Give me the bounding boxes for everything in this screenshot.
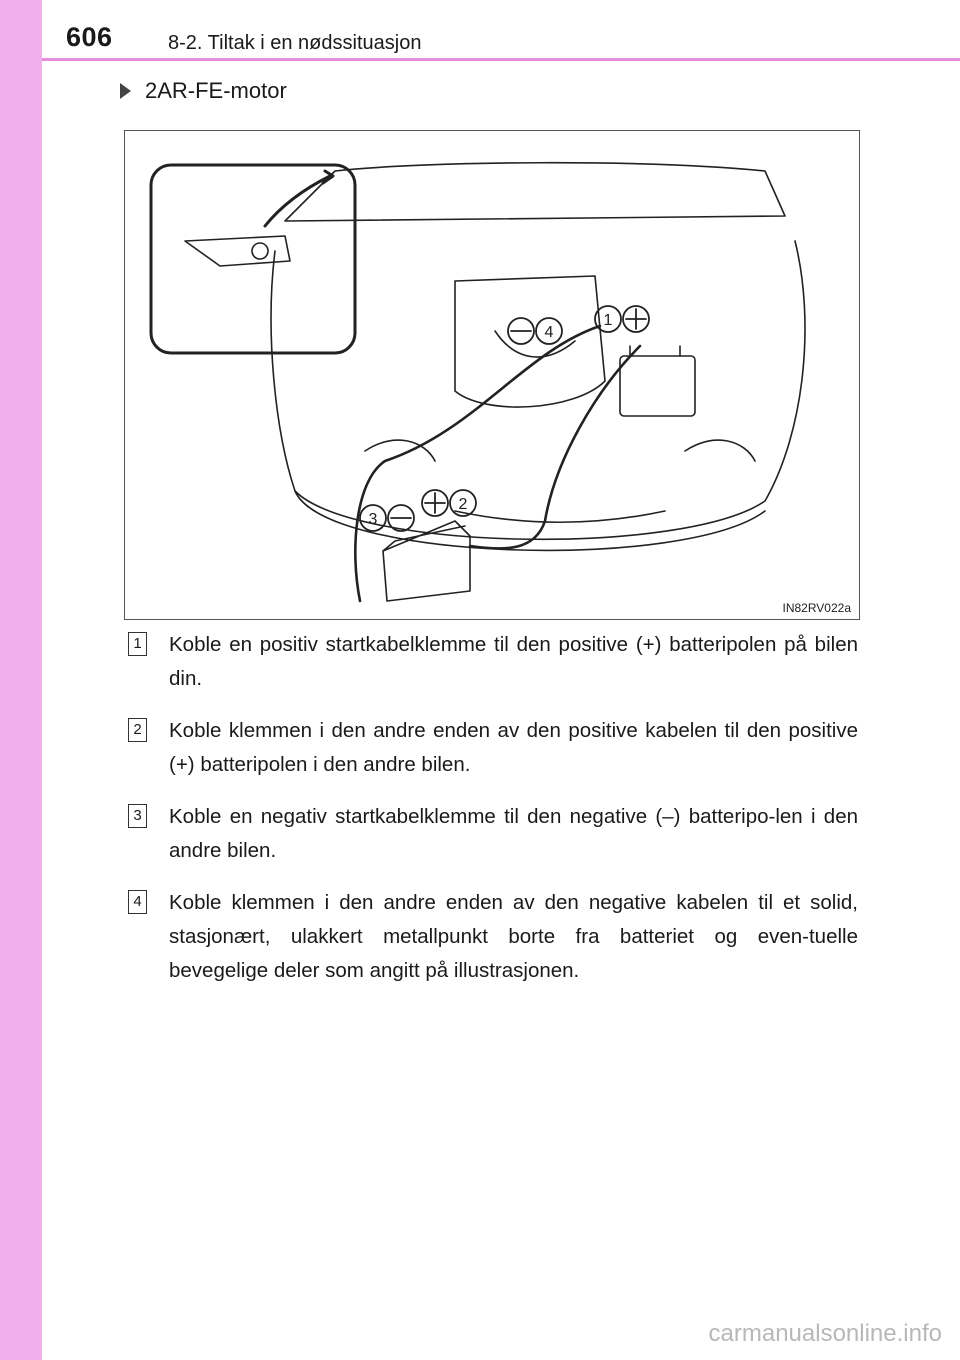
- car-body-outline: [271, 241, 805, 539]
- chapter-side-tab: [0, 0, 42, 1360]
- step-number: 3: [128, 804, 147, 828]
- subheading: [120, 78, 287, 104]
- watermark: carmanualsonline.info: [708, 1320, 942, 1347]
- booster-battery: [383, 521, 470, 601]
- step-text: Koble en positiv startkabelklemme til den positive (+) batteripolen på bilen din.: [169, 633, 858, 690]
- step-text: Koble klemmen i den andre enden av den negative kabelen til et solid, stasjonært, ulakkert metallpunkt borte fra batteriet og even-tuelle bevegelige deler som angitt på illustrasjonen.: [169, 891, 858, 982]
- step-item: [128, 800, 858, 868]
- engine-illustration: [124, 130, 860, 620]
- step-text: Koble en negativ startkabelklemme til den negative (–) batteripo-len i den andre bilen.: [169, 805, 858, 862]
- jump-start-diagram: [125, 131, 859, 619]
- section-title: 8-2. Tiltak i en nødssituasjon: [168, 32, 422, 54]
- step-number: 1: [128, 632, 147, 656]
- lower-grille: [455, 511, 665, 522]
- subheading-text: 2AR-FE-motor: [145, 78, 287, 103]
- inset-bolt: [252, 243, 268, 259]
- page-number: 606: [66, 22, 113, 52]
- step-text: Koble klemmen i den andre enden av den positive kabelen til den positive (+) batteripolen i den andre bilen.: [169, 719, 858, 776]
- callout-3: 3: [368, 511, 378, 528]
- header-rule: [42, 58, 960, 61]
- step-item: [128, 628, 858, 696]
- figure-code: IN82RV022a: [782, 601, 851, 615]
- step-item: [128, 886, 858, 988]
- inset-detail-frame: [151, 165, 355, 353]
- vehicle-battery: [620, 356, 695, 416]
- grille-right: [685, 440, 755, 461]
- callout-1: 1: [603, 312, 613, 329]
- step-number: 2: [128, 718, 147, 742]
- steps-list: [128, 628, 858, 1006]
- hood-outline: [285, 163, 785, 221]
- callout-4: 4: [544, 324, 554, 341]
- triangle-bullet-icon: [120, 83, 131, 99]
- inset-arrow: [265, 176, 330, 226]
- step-item: [128, 714, 858, 782]
- callout-group-top: [508, 306, 649, 344]
- callout-2: 2: [458, 496, 468, 513]
- step-number: 4: [128, 890, 147, 914]
